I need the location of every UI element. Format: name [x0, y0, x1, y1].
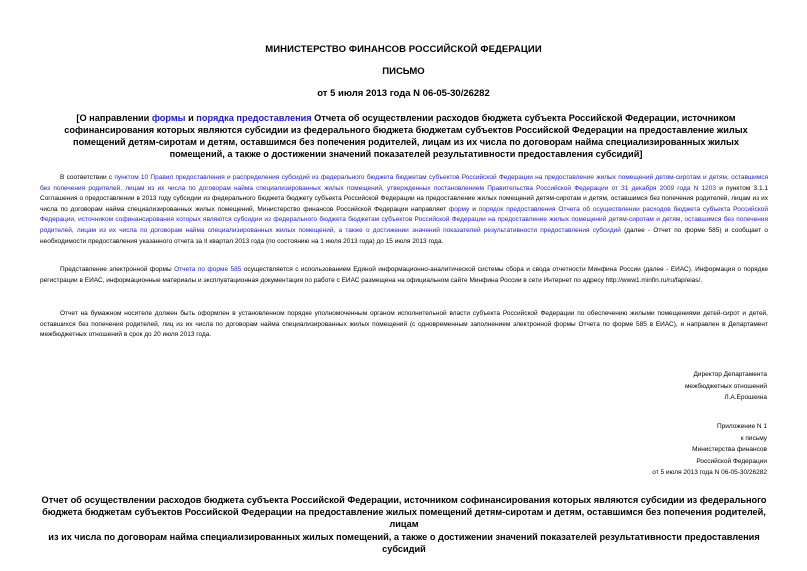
paragraph-2-text-2: осуществляется с использованием Единой информационно-аналитической системы сбора и свода отчетности Минфина России (далее - ЕИАС). Информация о порядке регистрации в ЕИАС, информационные материалы и эксплуатационная документация по работе с ЕИАС размещена на официальном сайте Минфина России в сети Интернет по адресу http://www1.minfin.ru/ru/fap/eias/.: [40, 266, 768, 284]
document-date-number: от 5 июля 2013 года N 06-05-30/26282: [317, 88, 490, 99]
paragraph-1-link-order[interactable]: порядок предоставления Отчета об осуществлении расходов бюджета субъекта Российской Федерации, источником софинансирования которых являются субсидии из федерального бюджета бюджетам субъектов Российской Федерации на предоставление жилых помещений детям-сиротам и детям, оставшимся без попечения родителей, лицам из их числа по договорам найма специализированных жилых помещений, а также о достижении значений показателей результативности предоставления субсидий: [40, 205, 769, 234]
paragraph-1-text-2: и пунктом 3.1.1 Соглашения о предоставлении в 2013 году субсидии из федерального бюджета бюджету субъекта Российской Федерации на предоставление жилых помещений детям-сиротам и детям, оставшимся без попечения родителей, лицам из их числа по договорам найма специализированных жилых помещений, Министерство финансов Российской Федерации направляет: [40, 184, 768, 213]
appendix-ministry: Министерства финансов: [692, 446, 767, 453]
appendix-country: Российской Федерации: [696, 457, 767, 465]
appendix-date-number: от 5 июля 2013 года N 06-05-30/26282: [652, 469, 767, 476]
paragraph-1-link-rules[interactable]: пунктом 10 Правил предоставления и распределения субсидий из федерального бюджета бюджетам субъектов Российской Федерации на предоставление жилых помещений детям-сиротам и детям, оставшимся без попечения родителей, лицам из их числа по договорам найма специализированных жилых помещений, утвержденных постановлением Правительства Российской Федерации от 31 декабря 2009 года N 1203: [40, 174, 769, 192]
paragraph-3: Отчет на бумажном носителе должен быть оформлен в установленном порядке уполномоченным органом исполнительной власти субъекта Российской Федерации по обеспечению жилыми помещениями детей-сирот и детей, оставшихся без попечения родителей, лиц из их числа по договорам найма специализированных жилых помещений (с одновременным заполнением электронной формы Отчета по форме 585 в ЕИАС), и направлен в Департамент межбюджетных отношений в срок до 20 июля 2013 года.: [40, 310, 768, 339]
subject-link-form[interactable]: формы: [151, 113, 186, 123]
paragraph-1-text-1: В соответствии с: [60, 174, 115, 181]
subject-link-order[interactable]: порядка предоставления: [196, 113, 312, 123]
report-title-line-1: Отчет об осуществлении расходов бюджета субъекта Российской Федерации, источником софинансирования которых являются субсидии из федерального: [41, 495, 767, 505]
report-title-line-3: из их числа по договорам найма специализированных жилых помещений, а также о достижении значений показателей результативности предоставления субсидий: [48, 531, 760, 554]
paragraph-1-link-form[interactable]: форму: [448, 205, 470, 213]
ministry-heading: МИНИСТЕРСТВО ФИНАНСОВ РОССИЙСКОЙ ФЕДЕРАЦИИ: [265, 44, 542, 55]
paragraph-2-link-report-form[interactable]: Отчета по форме 585: [174, 266, 242, 273]
paragraph-2-text-1: Представление электронной формы: [60, 266, 175, 273]
subject-open-text: [О направлении: [76, 113, 152, 123]
report-title-line-2: бюджета бюджетам субъектов Российской Федерации на предоставление жилых помещений детям-сиротам и детям, оставшимся без попечения родителей, лицам: [42, 507, 766, 530]
paragraph-2: [40, 265, 768, 286]
paragraph-1-text-4: (далее - Отчет по форме 585) и сообщает о необходимости предоставления указанного отчета за II квартал 2013 года (по состоянию на 1 июля 2013 года) до 15 июля 2013 года.: [40, 226, 768, 245]
signature-position: Директор Департамента: [693, 371, 767, 378]
subject-and-text: и: [185, 113, 197, 123]
report-title: [40, 494, 768, 555]
letter-subject: [58, 112, 754, 160]
paragraph-1-text-3: и: [469, 205, 479, 213]
paragraph-1: [40, 173, 768, 247]
document-type-heading: ПИСЬМО: [382, 66, 425, 77]
signature-department: межбюджетных отношений: [684, 382, 767, 390]
signature-name: Л.А.Ерошкина: [724, 394, 767, 401]
signature-block: [507, 369, 767, 404]
appendix-to-letter: к письму: [740, 434, 767, 442]
subject-rest-text: Отчета об осуществлении расходов бюджета субъекта Российской Федерации, источником софинансирования которых являются субсидии из федерального бюджета бюджетам субъектов Российской Федерации на предоставление жилых помещений детям-сиротам и детям, оставшимся без попечения родителей, лицам из их числа по договорам найма специализированных жилых помещений, а также о достижении значений показателей результативности предоставления субсидий]: [64, 113, 748, 159]
appendix-block: [507, 421, 767, 479]
appendix-number: Приложение N 1: [716, 423, 767, 430]
